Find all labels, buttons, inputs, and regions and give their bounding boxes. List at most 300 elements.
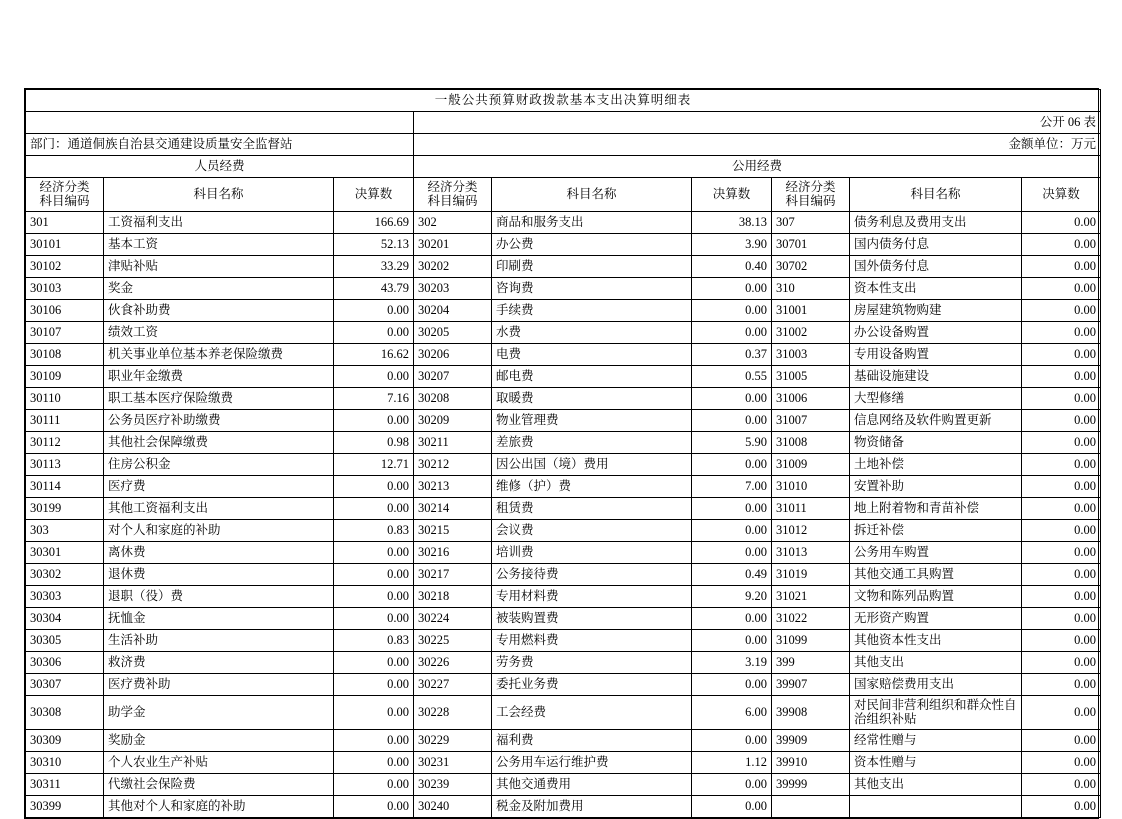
cell-capital-name: 文物和陈列品购置 [850,585,1022,607]
header-code-line1: 经济分类 [427,180,478,194]
cell-capital-amount: 0.00 [1022,497,1101,519]
cell-goods-name: 劳务费 [492,651,692,673]
cell-personnel-name: 绩效工资 [104,321,334,343]
cell-goods-name: 电费 [492,343,692,365]
table-row [26,673,1101,695]
cell-personnel-name: 救济费 [104,651,334,673]
table-row [26,211,1101,233]
header-code-line1: 经济分类 [39,180,90,194]
cell-personnel-code: 30305 [26,629,104,651]
cell-capital-name: 物资储备 [850,431,1022,453]
header-amount-capital: 决算数 [1022,178,1101,212]
cell-goods-name: 税金及附加费用 [492,795,692,817]
cell-personnel-name: 津贴补贴 [104,255,334,277]
cell-capital-name: 专用设备购置 [850,343,1022,365]
cell-personnel-name: 公务员医疗补助缴费 [104,409,334,431]
cell-goods-amount: 0.55 [692,365,772,387]
cell-goods-code: 30218 [414,585,492,607]
cell-capital-name: 基础设施建设 [850,365,1022,387]
cell-capital-name [850,795,1022,817]
cell-capital-name: 拆迁补偿 [850,519,1022,541]
table-body [26,211,1101,817]
cell-goods-amount: 6.00 [692,695,772,729]
cell-personnel-code: 30102 [26,255,104,277]
cell-goods-amount: 0.00 [692,541,772,563]
cell-capital-name: 其他支出 [850,773,1022,795]
cell-capital-amount: 0.00 [1022,607,1101,629]
table-row [26,387,1101,409]
cell-capital-name: 其他支出 [850,651,1022,673]
cell-personnel-name: 伙食补助费 [104,299,334,321]
department-label: 部门：通道侗族自治县交通建设质量安全监督站 [26,134,414,156]
table-row [26,255,1101,277]
cell-goods-name: 福利费 [492,729,692,751]
cell-personnel-amount: 16.62 [334,343,414,365]
cell-personnel-code: 30109 [26,365,104,387]
cell-personnel-amount: 0.00 [334,321,414,343]
cell-goods-amount: 38.13 [692,211,772,233]
header-code-capital [772,178,850,212]
cell-goods-code: 30207 [414,365,492,387]
cell-goods-name: 办公费 [492,233,692,255]
cell-capital-amount: 0.00 [1022,475,1101,497]
column-header-row [26,178,1101,212]
cell-goods-amount: 0.40 [692,255,772,277]
cell-goods-code: 30203 [414,277,492,299]
cell-personnel-amount: 0.00 [334,695,414,729]
cell-personnel-amount: 166.69 [334,211,414,233]
cell-capital-amount: 0.00 [1022,387,1101,409]
cell-personnel-name: 退休费 [104,563,334,585]
table-row [26,233,1101,255]
cell-capital-amount: 0.00 [1022,773,1101,795]
cell-goods-name: 公务接待费 [492,563,692,585]
cell-personnel-code: 30302 [26,563,104,585]
cell-capital-code: 30702 [772,255,850,277]
cell-capital-amount: 0.00 [1022,541,1101,563]
cell-goods-code: 30201 [414,233,492,255]
cell-personnel-amount: 0.00 [334,729,414,751]
budget-table [25,89,1101,818]
table-row [26,431,1101,453]
cell-capital-name: 其他交通工具购置 [850,563,1022,585]
cell-capital-code: 31022 [772,607,850,629]
cell-goods-amount: 0.00 [692,773,772,795]
cell-personnel-code: 30101 [26,233,104,255]
cell-goods-code: 30204 [414,299,492,321]
cell-personnel-name: 职业年金缴费 [104,365,334,387]
header-code-line1: 经济分类 [785,180,836,194]
cell-goods-amount: 7.00 [692,475,772,497]
cell-goods-amount: 9.20 [692,585,772,607]
cell-goods-code: 30216 [414,541,492,563]
cell-capital-code: 31021 [772,585,850,607]
cell-goods-code: 30202 [414,255,492,277]
cell-goods-code: 30209 [414,409,492,431]
cell-goods-code: 30208 [414,387,492,409]
cell-personnel-name: 奖励金 [104,729,334,751]
cell-personnel-amount: 0.00 [334,365,414,387]
table-row [26,321,1101,343]
cell-personnel-name: 工资福利支出 [104,211,334,233]
cell-goods-code: 30240 [414,795,492,817]
cell-personnel-code: 30310 [26,751,104,773]
cell-personnel-name: 助学金 [104,695,334,729]
cell-capital-code: 31002 [772,321,850,343]
cell-goods-code: 302 [414,211,492,233]
group-public-header: 公用经费 [414,156,1101,178]
header-code-goods [414,178,492,212]
cell-goods-amount: 1.12 [692,751,772,773]
header-code-line2: 科目编码 [39,194,90,209]
cell-goods-code: 30214 [414,497,492,519]
cell-personnel-name: 退职（役）费 [104,585,334,607]
cell-personnel-code: 30399 [26,795,104,817]
cell-goods-name: 专用燃料费 [492,629,692,651]
cell-capital-amount: 0.00 [1022,673,1101,695]
cell-personnel-code: 30108 [26,343,104,365]
cell-personnel-code: 30304 [26,607,104,629]
cell-capital-amount: 0.00 [1022,365,1101,387]
cell-capital-code: 39910 [772,751,850,773]
table-row [26,409,1101,431]
cell-capital-name: 房屋建筑物购建 [850,299,1022,321]
table-row [26,497,1101,519]
cell-capital-name: 国家赔偿费用支出 [850,673,1022,695]
cell-personnel-amount: 0.00 [334,795,414,817]
table-row [26,773,1101,795]
cell-capital-amount: 0.00 [1022,453,1101,475]
table-row [26,299,1101,321]
cell-personnel-code: 30311 [26,773,104,795]
cell-capital-code: 31005 [772,365,850,387]
cell-personnel-name: 个人农业生产补贴 [104,751,334,773]
table-row [26,695,1101,729]
cell-capital-code: 31012 [772,519,850,541]
group-personnel-header: 人员经费 [26,156,414,178]
cell-capital-amount: 0.00 [1022,695,1101,729]
cell-capital-name: 土地补偿 [850,453,1022,475]
cell-goods-name: 公务用车运行维护费 [492,751,692,773]
cell-capital-code [772,795,850,817]
cell-personnel-name: 其他社会保障缴费 [104,431,334,453]
public-label-row [26,112,1101,134]
cell-personnel-code: 30309 [26,729,104,751]
table-row [26,585,1101,607]
cell-capital-code: 31010 [772,475,850,497]
cell-capital-amount: 0.00 [1022,299,1101,321]
cell-goods-amount: 0.00 [692,607,772,629]
cell-personnel-code: 30301 [26,541,104,563]
cell-goods-name: 其他交通费用 [492,773,692,795]
cell-capital-code: 39908 [772,695,850,729]
cell-personnel-name: 医疗费 [104,475,334,497]
cell-goods-code: 30224 [414,607,492,629]
cell-goods-amount: 0.00 [692,673,772,695]
header-code-line2: 科目编码 [427,194,478,209]
cell-capital-amount: 0.00 [1022,431,1101,453]
cell-personnel-amount: 0.00 [334,541,414,563]
cell-goods-name: 咨询费 [492,277,692,299]
cell-capital-amount: 0.00 [1022,519,1101,541]
cell-personnel-name: 其他对个人和家庭的补助 [104,795,334,817]
table-row [26,563,1101,585]
table-row [26,343,1101,365]
cell-personnel-name: 其他工资福利支出 [104,497,334,519]
table-row [26,629,1101,651]
header-amount-personnel: 决算数 [334,178,414,212]
cell-goods-code: 30206 [414,343,492,365]
cell-goods-code: 30217 [414,563,492,585]
cell-goods-name: 租赁费 [492,497,692,519]
cell-personnel-code: 30112 [26,431,104,453]
cell-capital-name: 其他资本性支出 [850,629,1022,651]
cell-personnel-code: 30103 [26,277,104,299]
cell-personnel-amount: 0.00 [334,585,414,607]
cell-capital-name: 信息网络及软件购置更新 [850,409,1022,431]
page-title: 一般公共预算财政拨款基本支出决算明细表 [26,90,1101,112]
cell-capital-code: 30701 [772,233,850,255]
header-name-personnel: 科目名称 [104,178,334,212]
table-row [26,365,1101,387]
cell-capital-code: 31008 [772,431,850,453]
cell-capital-code: 31099 [772,629,850,651]
cell-capital-amount: 0.00 [1022,343,1101,365]
cell-capital-name: 经常性赠与 [850,729,1022,751]
header-code-personnel [26,178,104,212]
table-row [26,519,1101,541]
cell-personnel-amount: 52.13 [334,233,414,255]
cell-personnel-amount: 0.00 [334,651,414,673]
amount-unit-label: 金额单位：万元 [414,134,1101,156]
cell-goods-amount: 0.00 [692,387,772,409]
cell-capital-amount: 0.00 [1022,321,1101,343]
cell-goods-name: 水费 [492,321,692,343]
cell-capital-name: 办公设备购置 [850,321,1022,343]
cell-goods-name: 专用材料费 [492,585,692,607]
cell-goods-name: 取暖费 [492,387,692,409]
budget-table-sheet [24,88,1099,819]
cell-personnel-code: 30199 [26,497,104,519]
cell-capital-name: 对民间非营利组织和群众性自治组织补贴 [850,695,1022,729]
cell-goods-code: 30231 [414,751,492,773]
cell-goods-name: 会议费 [492,519,692,541]
cell-goods-amount: 0.00 [692,629,772,651]
cell-capital-code: 31011 [772,497,850,519]
table-row [26,277,1101,299]
cell-goods-amount: 0.00 [692,453,772,475]
cell-goods-amount: 3.90 [692,233,772,255]
cell-goods-code: 30228 [414,695,492,729]
cell-goods-name: 商品和服务支出 [492,211,692,233]
cell-goods-code: 30212 [414,453,492,475]
cell-personnel-amount: 43.79 [334,277,414,299]
cell-capital-name: 国内债务付息 [850,233,1022,255]
cell-capital-code: 31007 [772,409,850,431]
cell-goods-amount: 5.90 [692,431,772,453]
cell-capital-name: 资本性支出 [850,277,1022,299]
cell-goods-name: 工会经费 [492,695,692,729]
cell-personnel-code: 30306 [26,651,104,673]
table-row [26,651,1101,673]
cell-capital-code: 31013 [772,541,850,563]
cell-goods-amount: 0.00 [692,277,772,299]
cell-goods-code: 30213 [414,475,492,497]
cell-goods-name: 被装购置费 [492,607,692,629]
cell-capital-name: 资本性赠与 [850,751,1022,773]
cell-capital-code: 31001 [772,299,850,321]
table-title-row [26,90,1101,112]
cell-personnel-name: 生活补助 [104,629,334,651]
cell-goods-code: 30226 [414,651,492,673]
cell-personnel-amount: 0.83 [334,519,414,541]
cell-capital-name: 国外债务付息 [850,255,1022,277]
public-form-number: 公开 06 表 [414,112,1101,134]
cell-capital-amount: 0.00 [1022,795,1101,817]
cell-personnel-name: 机关事业单位基本养老保险缴费 [104,343,334,365]
cell-capital-amount: 0.00 [1022,729,1101,751]
cell-personnel-name: 基本工资 [104,233,334,255]
cell-goods-code: 30205 [414,321,492,343]
cell-personnel-code: 30111 [26,409,104,431]
cell-personnel-code: 30113 [26,453,104,475]
cell-capital-name: 债务利息及费用支出 [850,211,1022,233]
cell-capital-code: 31006 [772,387,850,409]
table-row [26,607,1101,629]
cell-goods-code: 30215 [414,519,492,541]
cell-goods-code: 30225 [414,629,492,651]
cell-personnel-amount: 33.29 [334,255,414,277]
cell-personnel-amount: 0.98 [334,431,414,453]
cell-personnel-amount: 0.00 [334,751,414,773]
cell-goods-code: 30239 [414,773,492,795]
table-row [26,541,1101,563]
cell-personnel-amount: 0.00 [334,563,414,585]
cell-capital-code: 399 [772,651,850,673]
cell-goods-code: 30229 [414,729,492,751]
cell-personnel-code: 30303 [26,585,104,607]
cell-capital-amount: 0.00 [1022,651,1101,673]
cell-personnel-amount: 0.00 [334,475,414,497]
cell-goods-name: 印刷费 [492,255,692,277]
cell-capital-code: 31019 [772,563,850,585]
cell-capital-code: 31009 [772,453,850,475]
cell-capital-amount: 0.00 [1022,277,1101,299]
table-row [26,475,1101,497]
cell-personnel-code: 301 [26,211,104,233]
cell-personnel-amount: 7.16 [334,387,414,409]
cell-personnel-amount: 0.00 [334,497,414,519]
cell-personnel-name: 代缴社会保险费 [104,773,334,795]
cell-capital-name: 公务用车购置 [850,541,1022,563]
cell-capital-code: 39907 [772,673,850,695]
cell-goods-code: 30211 [414,431,492,453]
cell-goods-name: 邮电费 [492,365,692,387]
cell-personnel-amount: 0.83 [334,629,414,651]
cell-capital-name: 安置补助 [850,475,1022,497]
cell-goods-amount: 0.00 [692,321,772,343]
header-name-capital: 科目名称 [850,178,1022,212]
cell-capital-amount: 0.00 [1022,563,1101,585]
cell-personnel-name: 奖金 [104,277,334,299]
public-row-spacer [26,112,414,134]
cell-personnel-amount: 12.71 [334,453,414,475]
table-row [26,453,1101,475]
cell-capital-code: 310 [772,277,850,299]
cell-personnel-name: 抚恤金 [104,607,334,629]
cell-personnel-code: 30308 [26,695,104,729]
cell-personnel-amount: 0.00 [334,607,414,629]
cell-personnel-code: 30107 [26,321,104,343]
cell-goods-amount: 0.00 [692,497,772,519]
cell-goods-amount: 0.49 [692,563,772,585]
cell-goods-amount: 0.37 [692,343,772,365]
cell-personnel-name: 对个人和家庭的补助 [104,519,334,541]
header-name-goods: 科目名称 [492,178,692,212]
cell-personnel-code: 30114 [26,475,104,497]
cell-goods-name: 委托业务费 [492,673,692,695]
cell-capital-code: 39909 [772,729,850,751]
cell-personnel-amount: 0.00 [334,299,414,321]
cell-capital-code: 39999 [772,773,850,795]
cell-capital-name: 无形资产购置 [850,607,1022,629]
table-row [26,795,1101,817]
cell-goods-code: 30227 [414,673,492,695]
group-header-row [26,156,1101,178]
cell-goods-name: 培训费 [492,541,692,563]
cell-goods-amount: 0.00 [692,729,772,751]
header-code-line2: 科目编码 [785,194,836,209]
table-row [26,729,1101,751]
cell-capital-amount: 0.00 [1022,233,1101,255]
cell-capital-amount: 0.00 [1022,255,1101,277]
header-amount-goods: 决算数 [692,178,772,212]
cell-personnel-name: 离休费 [104,541,334,563]
cell-goods-amount: 0.00 [692,299,772,321]
cell-capital-amount: 0.00 [1022,211,1101,233]
cell-capital-amount: 0.00 [1022,629,1101,651]
cell-personnel-name: 住房公积金 [104,453,334,475]
cell-capital-name: 地上附着物和青苗补偿 [850,497,1022,519]
cell-goods-amount: 0.00 [692,795,772,817]
cell-personnel-amount: 0.00 [334,409,414,431]
cell-personnel-code: 30106 [26,299,104,321]
cell-goods-name: 维修（护）费 [492,475,692,497]
meta-row [26,134,1101,156]
cell-goods-amount: 0.00 [692,519,772,541]
cell-goods-name: 差旅费 [492,431,692,453]
cell-capital-amount: 0.00 [1022,751,1101,773]
cell-capital-name: 大型修缮 [850,387,1022,409]
cell-personnel-amount: 0.00 [334,773,414,795]
cell-capital-amount: 0.00 [1022,409,1101,431]
cell-capital-code: 307 [772,211,850,233]
cell-goods-amount: 3.19 [692,651,772,673]
cell-goods-name: 手续费 [492,299,692,321]
table-row [26,751,1101,773]
cell-capital-code: 31003 [772,343,850,365]
cell-personnel-name: 职工基本医疗保险缴费 [104,387,334,409]
cell-personnel-code: 303 [26,519,104,541]
cell-personnel-name: 医疗费补助 [104,673,334,695]
cell-capital-amount: 0.00 [1022,585,1101,607]
cell-goods-name: 因公出国（境）费用 [492,453,692,475]
cell-personnel-code: 30110 [26,387,104,409]
cell-personnel-code: 30307 [26,673,104,695]
cell-goods-amount: 0.00 [692,409,772,431]
cell-goods-name: 物业管理费 [492,409,692,431]
cell-personnel-amount: 0.00 [334,673,414,695]
